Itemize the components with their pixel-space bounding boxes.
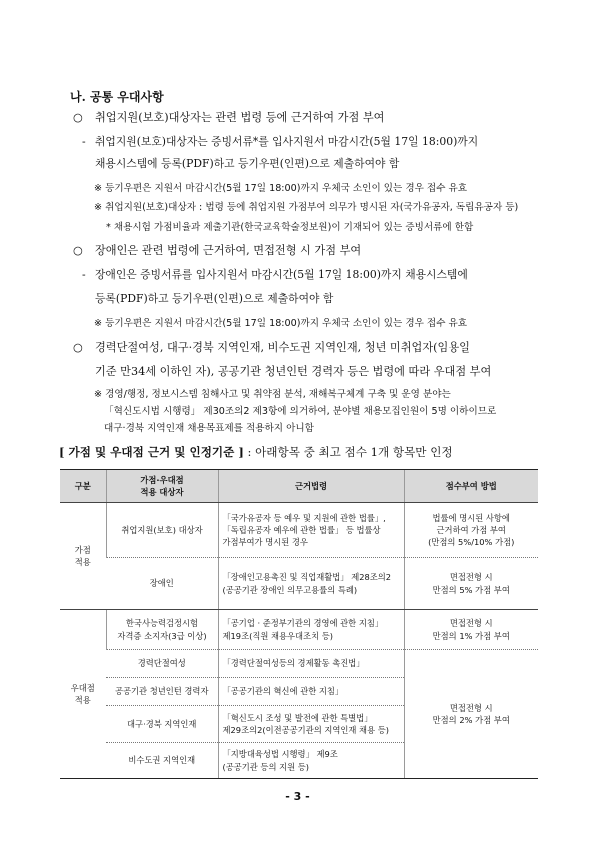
table-row <box>60 610 538 650</box>
header-method: 점수부여 방법 <box>404 470 538 503</box>
page-number: - 3 - <box>285 790 310 803</box>
sub-bullet-line-2: 등록(PDF)하고 등기우편(인편)으로 제출하여야 함 <box>95 292 334 305</box>
criteria-table <box>60 469 538 779</box>
target-cell: 장애인 <box>106 558 218 610</box>
note-certificate: * 채용시험 가점비율과 제출기관(한국교육학술정보원)이 기재되어 있는 증빙서류에 한함 <box>106 222 474 233</box>
table-row <box>60 558 538 610</box>
sub-bullet-line-1: 장애인은 증빙서류를 입사지원서 마감시간(5월 17일 18:00)까지 채용시스템에 <box>95 268 468 281</box>
note-registered-mail-2: ※ 등기우편은 지원서 마감시간(5월 17일 18:00)까지 우체국 소인이 있는 경우 접수 유효 <box>94 318 468 329</box>
target-cell: 경력단절여성 <box>106 650 218 678</box>
law-cell: 「지방대육성법 시행령」 제9조 (공공기관 등의 지원 등) <box>218 743 404 779</box>
header-law: 근거법령 <box>218 470 404 503</box>
note-local-talent-line-3: 대구·경북 지역인재 채용목표제를 적용하지 아니함 <box>104 423 314 434</box>
target-cell: 한국사능력검정시험 자격증 소지자(3급 이상) <box>106 610 218 650</box>
bullet-line-2: 기준 만34세 이하인 자), 공공기관 청년인턴 경력자 등은 법령에 따라 우대점 부여 <box>95 365 492 378</box>
law-cell: 「공공기관의 혁신에 관한 지침」 <box>218 678 404 706</box>
table-row <box>60 503 538 558</box>
target-cell: 공공기관 청년인턴 경력자 <box>106 678 218 706</box>
category-cell: 가점 적용 <box>60 503 106 610</box>
bullet-text: 취업지원(보호)대상자는 관련 법령 등에 근거하여 가점 부여 <box>95 111 385 124</box>
table-row <box>60 650 538 678</box>
note-veterans-definition: ※ 취업지원(보호)대상자 : 법령 등에 취업지원 가점부여 의무가 명시된 자(국가유공자, 독립유공자 등) <box>94 202 519 213</box>
circle-bullet-icon: ○ <box>73 111 83 124</box>
sub-bullet-line-1: 취업지원(보호)대상자는 증빙서류*를 입사지원서 마감시간(5월 17일 18:00)까지 <box>95 135 479 148</box>
table-header-row <box>60 470 538 503</box>
bullet-text: 장애인은 관련 법령에 근거하여, 면접전형 시 가점 부여 <box>95 244 362 257</box>
note-local-talent-line-2: 「혁신도시법 시행령」 제30조의2 제3항에 의거하여, 분야별 채용모집인원이 5명 이하이므로 <box>104 406 497 417</box>
note-local-talent-line-1: ※ 경영/행정, 정보시스템 침해사고 및 취약점 분석, 재해복구체계 구축 및 운영 분야는 <box>94 389 451 400</box>
sub-bullet-line-2: 채용시스템에 등록(PDF)하고 등기우편(인편)으로 제출하여야 함 <box>95 157 400 170</box>
method-cell: 법률에 명시된 사항에 근거하여 가점 부여 (만점의 5%/10% 가점) <box>404 503 538 558</box>
method-cell: 면접전형 시 만점의 1% 가점 부여 <box>404 610 538 650</box>
circle-bullet-icon: ○ <box>73 244 83 257</box>
bullet-disabled <box>73 242 361 258</box>
sub-bullet-disabled <box>82 267 468 282</box>
dash-bullet-icon: - <box>82 268 86 281</box>
circle-bullet-icon: ○ <box>73 341 83 354</box>
law-cell: 「혁신도시 조성 및 발전에 관한 특별법」 제29조의2(이전공공기관의 지역인재 채용 등) <box>218 706 404 743</box>
sub-bullet-veterans <box>82 134 478 149</box>
section-title: 나. 공통 우대사항 <box>70 90 164 104</box>
header-category: 구분 <box>60 470 106 503</box>
law-cell: 「국가유공자 등 예우 및 지원에 관한 법률」, 「독립유공자 예우에 관한 법률」 등 법률상 가점부여가 명시된 경우 <box>218 503 404 558</box>
bullet-line-1: 경력단절여성, 대구·경북 지역인재, 비수도권 지역인재, 청년 미취업자(임용일 <box>95 341 470 354</box>
law-cell: 「공기업 · 준정부기관의 경영에 관한 지침」 제19조(직원 채용우대조치 등) <box>218 610 404 650</box>
bullet-preferential <box>73 339 470 355</box>
dash-bullet-icon: - <box>82 135 86 148</box>
note-registered-mail: ※ 등기우편은 지원서 마감시간(5월 17일 18:00)까지 우체국 소인이 있는 경우 접수 유효 <box>94 183 468 194</box>
bullet-veterans <box>73 109 384 125</box>
method-cell: 면접전형 시 만점의 5% 가점 부여 <box>404 558 538 610</box>
law-cell: 「장애인고용촉진 및 직업재활법」 제28조의2 (공공기관 장애인 의무고용률의 특례) <box>218 558 404 610</box>
criteria-heading-bold: [ 가점 및 우대점 근거 및 인정기준 ] <box>59 445 244 459</box>
law-cell: 「경력단절여성등의 경제활동 촉진법」 <box>218 650 404 678</box>
target-cell: 취업지원(보호) 대상자 <box>106 503 218 558</box>
method-cell-shared: 면접전형 시 만점의 2% 가점 부여 <box>404 650 538 779</box>
criteria-heading-rest: : 아래항목 중 최고 점수 1개 항목만 인정 <box>243 445 453 459</box>
criteria-heading <box>59 444 453 460</box>
target-cell: 대구·경북 지역인재 <box>106 706 218 743</box>
target-cell: 비수도권 지역인재 <box>106 743 218 779</box>
category-cell: 우대점 적용 <box>60 610 106 779</box>
header-target: 가점·우대점 적용 대상자 <box>106 470 218 503</box>
